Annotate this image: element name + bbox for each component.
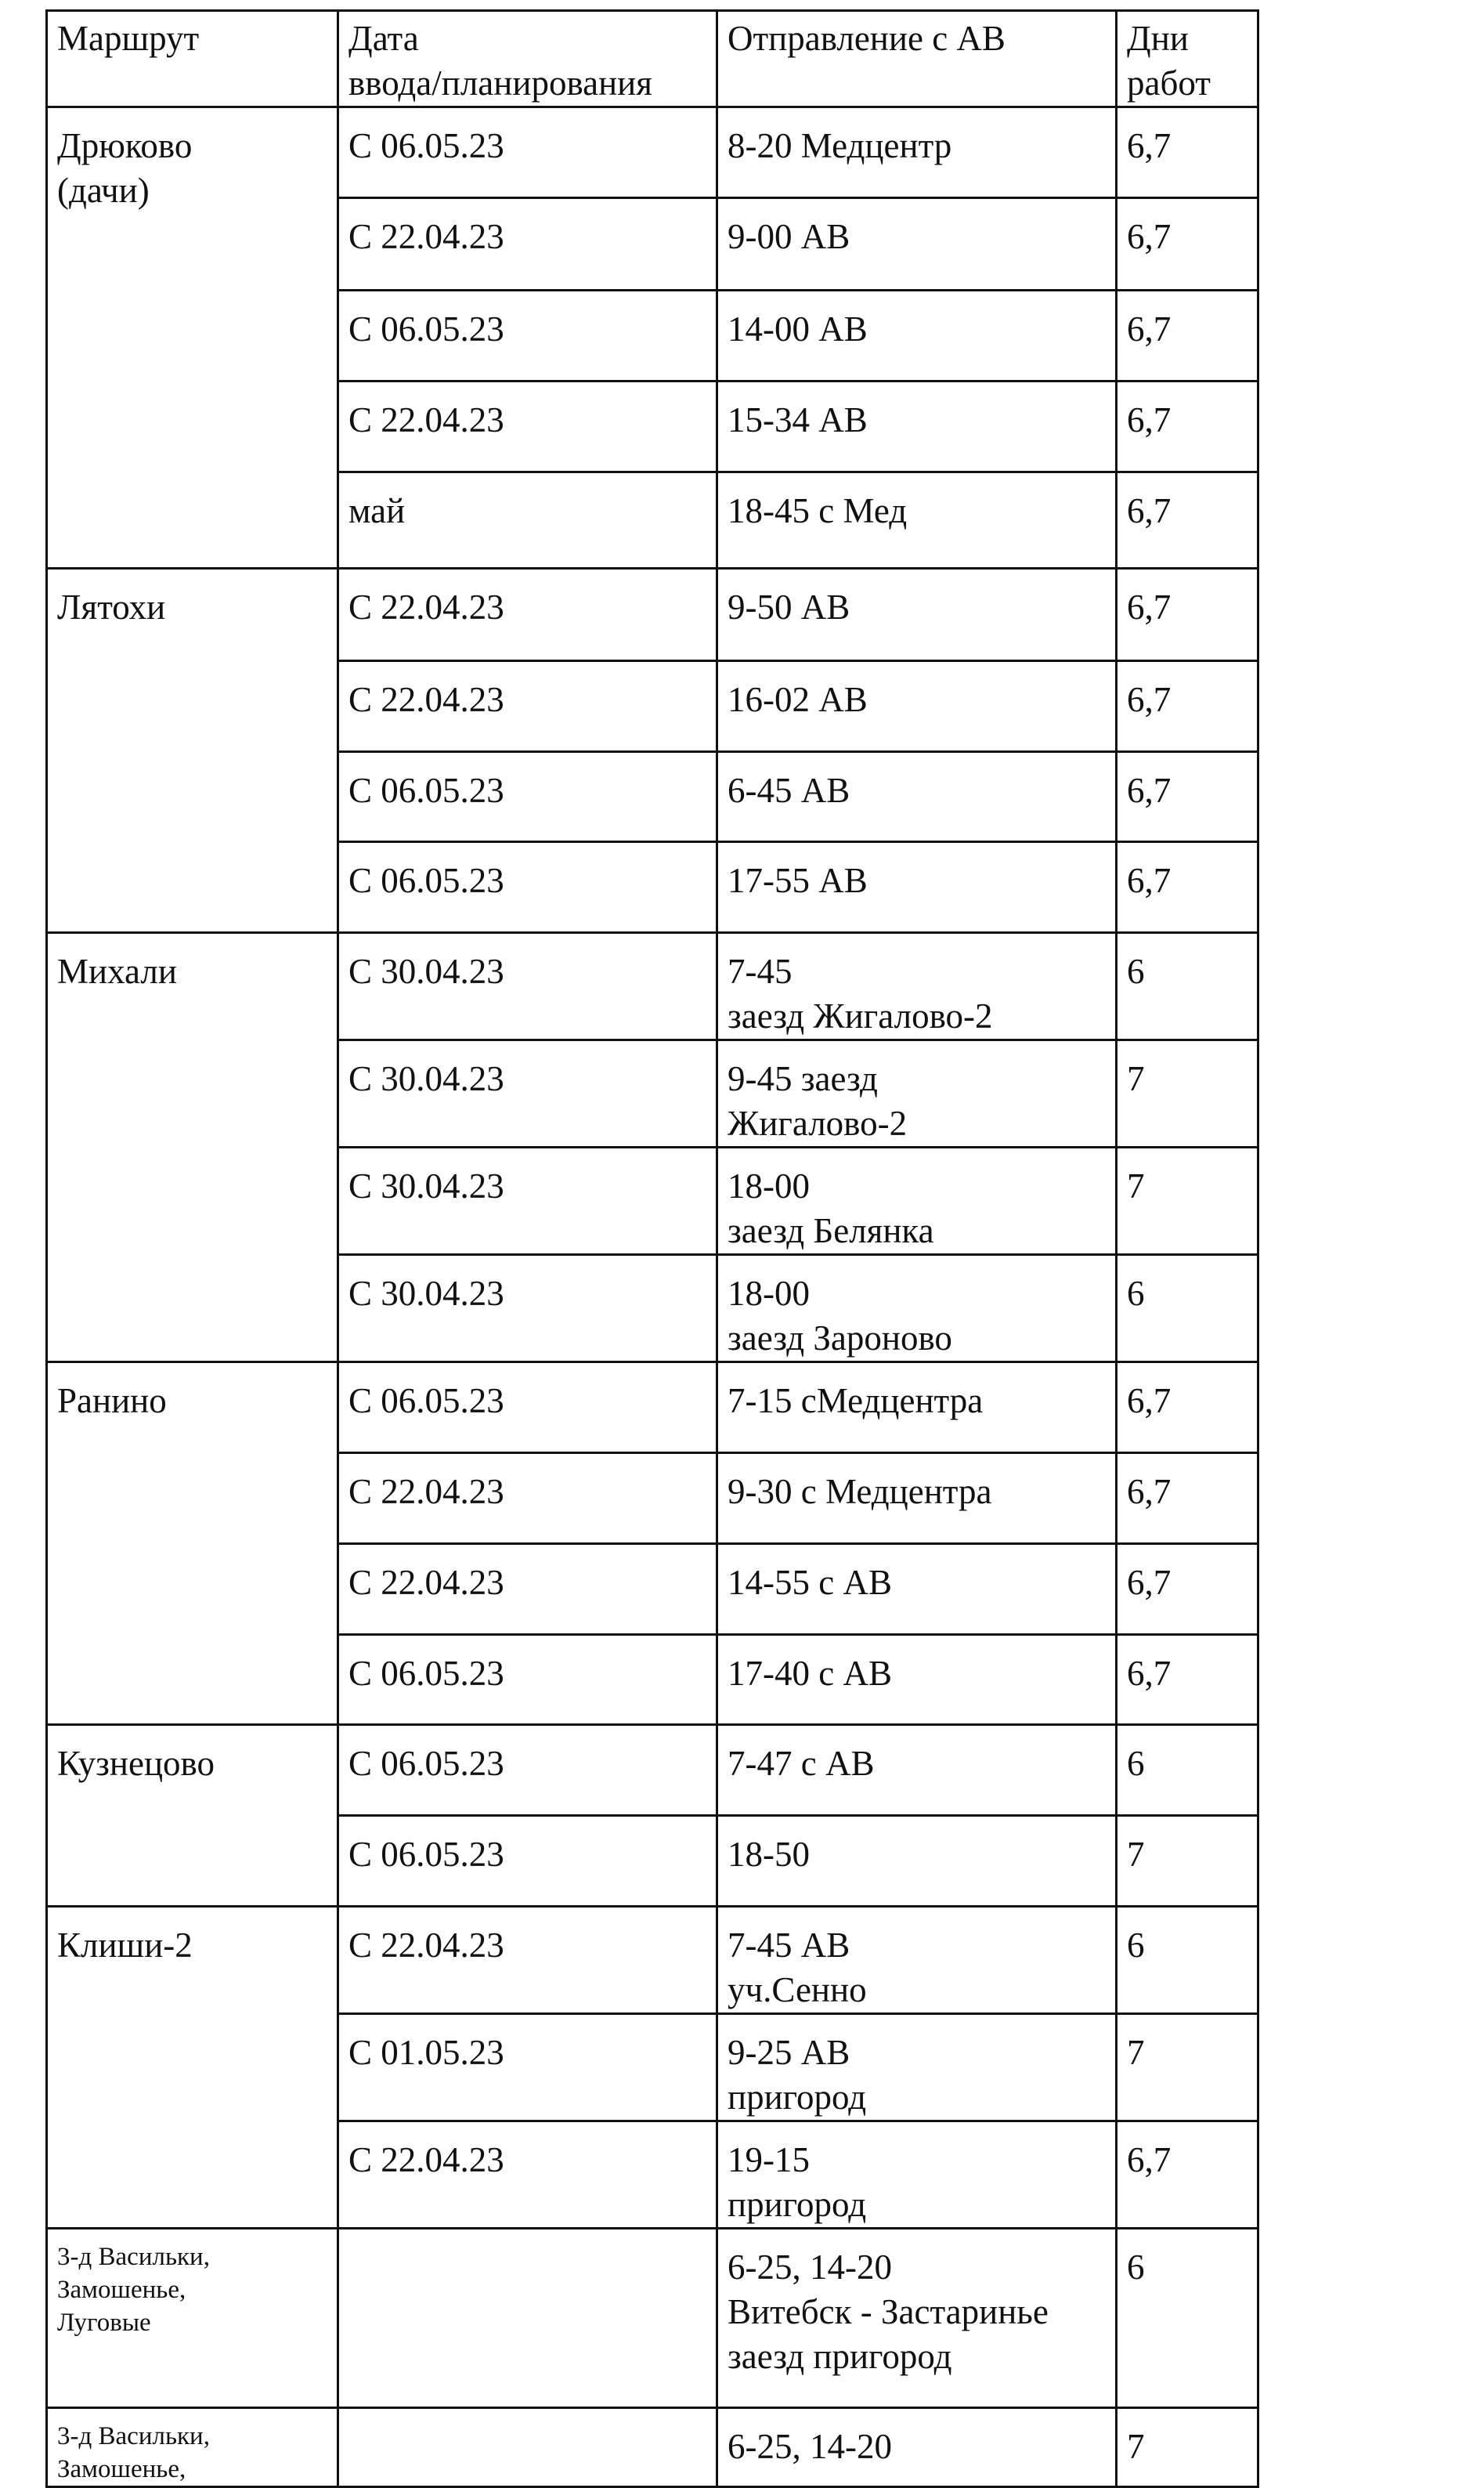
table-row [47,1907,1258,2014]
days-cell: 7 [1117,1816,1258,1907]
departure-cell: 7-15 сМедцентра [717,1362,1117,1453]
departure-cell: 9-00 АВ [717,198,1117,291]
days-cell: 6 [1117,933,1258,1040]
days-cell: 7 [1117,1148,1258,1255]
days-cell: 6,7 [1117,569,1258,661]
departure-cell: 14-55 с АВ [717,1544,1117,1635]
route-cell: Лятохи [47,569,338,933]
schedule-table [45,9,1259,2488]
date-cell [338,2408,717,2487]
route-cell: 3-д Васильки, Замошенье, Луговые [47,2229,338,2408]
date-cell: С 22.04.23 [338,1544,717,1635]
days-cell: 6,7 [1117,1635,1258,1725]
days-cell: 6,7 [1117,842,1258,933]
departure-cell: 9-45 заезд Жигалово-2 [717,1040,1117,1148]
departure-cell: 18-00 заезд Белянка [717,1148,1117,1255]
date-cell: С 22.04.23 [338,569,717,661]
date-cell: С 22.04.23 [338,661,717,752]
departure-cell: 7-45 АВ уч.Сенно [717,1907,1117,2014]
days-cell: 6 [1117,1255,1258,1362]
date-cell: май [338,472,717,569]
days-cell: 6 [1117,1725,1258,1816]
route-cell: Дрюково (дачи) [47,107,338,569]
header-days: Дни работ [1117,11,1258,107]
departure-cell: 15-34 АВ [717,382,1117,472]
schedule-body [47,11,1258,2487]
table-row [47,569,1258,661]
departure-cell: 18-50 [717,1816,1117,1907]
days-cell: 7 [1117,1040,1258,1148]
days-cell: 7 [1117,2408,1258,2487]
departure-cell: 9-50 АВ [717,569,1117,661]
days-cell: 6,7 [1117,291,1258,382]
days-cell: 6,7 [1117,107,1258,198]
departure-cell: 6-25, 14-20 Витебск - Застаринье заезд пригород [717,2229,1117,2408]
date-cell: С 06.05.23 [338,842,717,933]
date-cell: С 06.05.23 [338,1362,717,1453]
date-cell: С 22.04.23 [338,2121,717,2229]
header-row [47,11,1258,107]
departure-cell: 16-02 АВ [717,661,1117,752]
departure-cell: 7-47 с АВ [717,1725,1117,1816]
departure-cell: 9-30 с Медцентра [717,1453,1117,1544]
date-cell: С 06.05.23 [338,1635,717,1725]
table-row [47,2408,1258,2487]
days-cell: 6,7 [1117,1362,1258,1453]
route-cell: 3-д Васильки, Замошенье, [47,2408,338,2487]
date-cell: С 30.04.23 [338,1148,717,1255]
table-row [47,1725,1258,1816]
header-route: Маршрут [47,11,338,107]
departure-cell: 6-45 АВ [717,752,1117,842]
date-cell: С 22.04.23 [338,198,717,291]
table-row [47,2229,1258,2408]
days-cell: 6,7 [1117,2121,1258,2229]
date-cell: С 06.05.23 [338,1816,717,1907]
date-cell: С 06.05.23 [338,291,717,382]
date-cell [338,2229,717,2408]
date-cell: С 30.04.23 [338,933,717,1040]
departure-cell: 9-25 АВ пригород [717,2014,1117,2121]
date-cell: С 22.04.23 [338,1453,717,1544]
departure-cell: 17-55 АВ [717,842,1117,933]
days-cell: 6,7 [1117,472,1258,569]
departure-cell: 18-45 с Мед [717,472,1117,569]
table-row [47,933,1258,1040]
header-date: Дата ввода/планирования [338,11,717,107]
route-cell: Кузнецово [47,1725,338,1907]
route-cell: Михали [47,933,338,1362]
departure-cell: 19-15 пригород [717,2121,1117,2229]
date-cell: С 06.05.23 [338,1725,717,1816]
departure-cell: 6-25, 14-20 [717,2408,1117,2487]
route-cell: Клиши-2 [47,1907,338,2229]
route-cell: Ранино [47,1362,338,1725]
days-cell: 6,7 [1117,1544,1258,1635]
date-cell: С 22.04.23 [338,382,717,472]
days-cell: 7 [1117,2014,1258,2121]
table-row [47,1362,1258,1453]
days-cell: 6 [1117,2229,1258,2408]
date-cell: С 06.05.23 [338,107,717,198]
departure-cell: 7-45 заезд Жигалово-2 [717,933,1117,1040]
date-cell: С 22.04.23 [338,1907,717,2014]
days-cell: 6,7 [1117,1453,1258,1544]
departure-cell: 18-00 заезд Зароново [717,1255,1117,1362]
date-cell: С 30.04.23 [338,1040,717,1148]
date-cell: С 30.04.23 [338,1255,717,1362]
date-cell: С 01.05.23 [338,2014,717,2121]
departure-cell: 14-00 АВ [717,291,1117,382]
days-cell: 6,7 [1117,752,1258,842]
days-cell: 6,7 [1117,661,1258,752]
departure-cell: 17-40 с АВ [717,1635,1117,1725]
table-row [47,107,1258,198]
header-departure: Отправление с АВ [717,11,1117,107]
days-cell: 6,7 [1117,382,1258,472]
days-cell: 6 [1117,1907,1258,2014]
date-cell: С 06.05.23 [338,752,717,842]
departure-cell: 8-20 Медцентр [717,107,1117,198]
days-cell: 6,7 [1117,198,1258,291]
